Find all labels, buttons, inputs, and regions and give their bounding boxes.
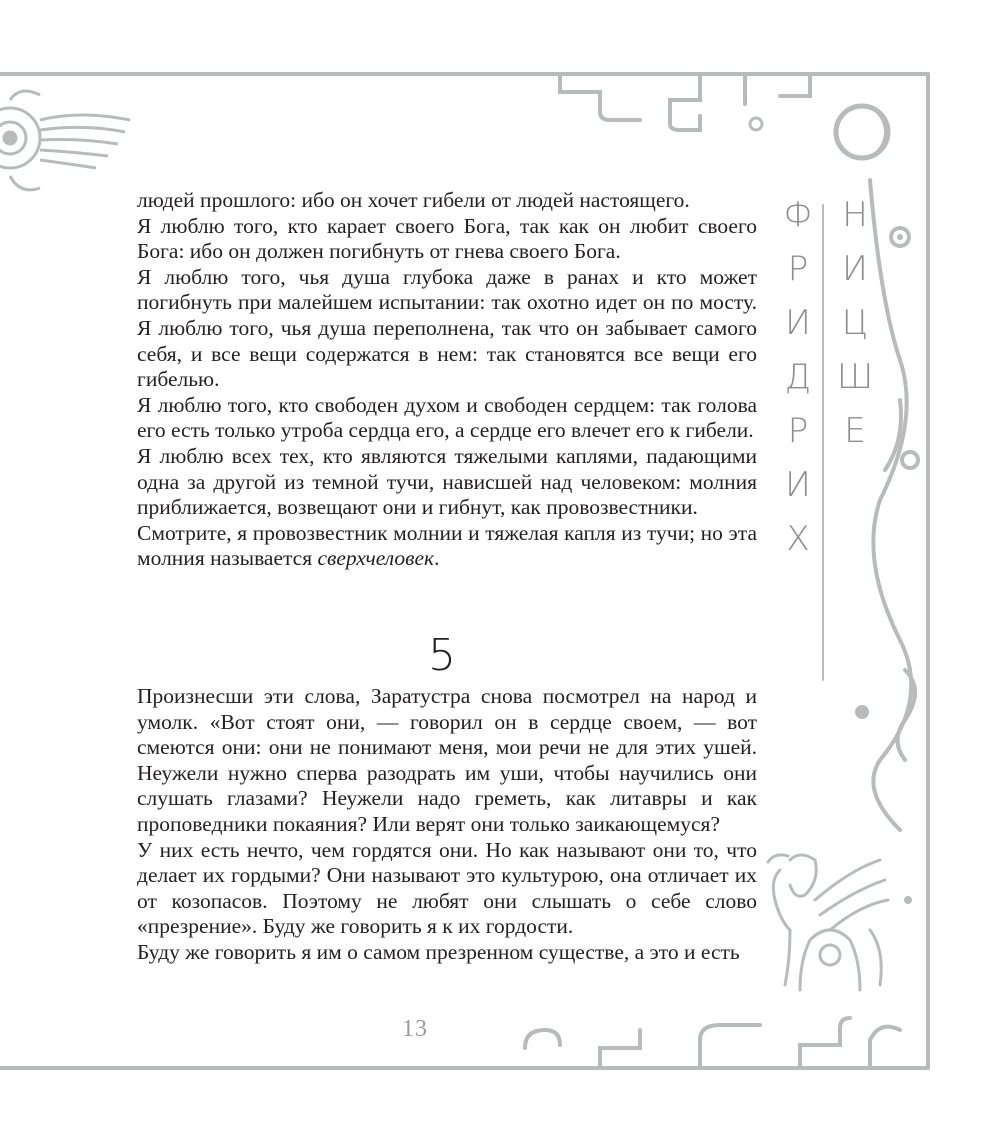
section-4-text: [137, 188, 757, 572]
paragraph: Я люблю всех тех, кто являются тяжелыми каплями, падающими одна за другой из темной тучи, нависшей над человеком: молния приближается, возвещают они и гибнут, как провозвестники.: [137, 443, 757, 520]
author-first-name-vertical: [778, 188, 818, 566]
author-first-name-letter: Д: [784, 357, 812, 397]
author-last-name-letter: Ц: [841, 303, 869, 343]
author-first-name-letter: Р: [787, 249, 809, 289]
author-first-name-letter: И: [785, 303, 811, 343]
author-first-name-letter: Р: [787, 411, 809, 451]
emphasized-word: сверхчеловек: [317, 546, 435, 571]
author-last-name-letter: И: [842, 249, 868, 289]
author-first-name-letter: Х: [786, 519, 810, 559]
paragraph: Я люблю того, кто свободен духом и свободен сердцем: так голова его есть только утроба сердца его, а сердце его влечет его к гибели.: [137, 392, 757, 443]
paragraph: Я люблю того, чья душа глубока даже в ранах и кто может погибнуть при малейшем испытании: так охотно идет он по мосту. Я люблю того, чья душа переполнена, так что он забывает самого себя, и все вещи содержатся в нем: так становятся все вещи его гибелью.: [137, 264, 757, 392]
author-first-name-letter: И: [785, 465, 811, 505]
paragraph-final: [137, 521, 757, 572]
paragraph-end-punctuation: .: [434, 546, 440, 571]
author-last-name-letter: Е: [844, 411, 866, 451]
paragraph: У них есть нечто, чем гордятся они. Но как называют они то, что делает их гордыми? Они называют это культурою, она отличает их от козопасов. Поэтому не любят они слышать о себе слово «презрение». Буду же говорить я к их гордости.: [137, 837, 757, 939]
author-last-name-vertical: [835, 188, 875, 458]
paragraph: Я люблю того, кто карает своего Бога, так как он любит своего Бога: ибо он должен погибнуть от гнева своего Бога.: [137, 213, 757, 264]
page-number: 13: [402, 1016, 428, 1042]
moon-icon: [836, 106, 888, 158]
top-scroll-ornament: [560, 74, 700, 130]
section-5-text: [137, 684, 757, 966]
paragraph-text: Смотрите, я провозвестник молнии и тяжелая капля из тучи; но эта молния называется: [137, 520, 757, 571]
paragraph: людей прошлого: ибо он хочет гибели от людей настоящего.: [137, 188, 690, 212]
author-last-name-letter: Н: [842, 195, 868, 235]
chapter-number: 5: [428, 630, 456, 681]
right-wave-ornament: [870, 180, 911, 830]
griffin-icon: [768, 855, 888, 990]
winged-sun-icon: [0, 91, 130, 190]
paragraph: Произнесши эти слова, Заратустра снова посмотрел на народ и умолк. «Вот стоят они, — говорил он в сердце своем, — вот смеются они: они не понимают меня, мои речи не для этих ушей. Неужели нужно сперва разодрать им уши, чтобы научились они слушать глазами? Неужели надо греметь, как литавры и как проповедники покаяния? Или верят они только заикающемуся?: [137, 684, 757, 836]
author-first-name-letter: Ф: [783, 195, 813, 235]
paragraph: Буду же говорить я им о самом презренном существе, а это и есть: [137, 939, 740, 964]
author-last-name-letter: Ш: [836, 357, 874, 397]
bottom-scroll-ornament: [525, 1018, 900, 1068]
